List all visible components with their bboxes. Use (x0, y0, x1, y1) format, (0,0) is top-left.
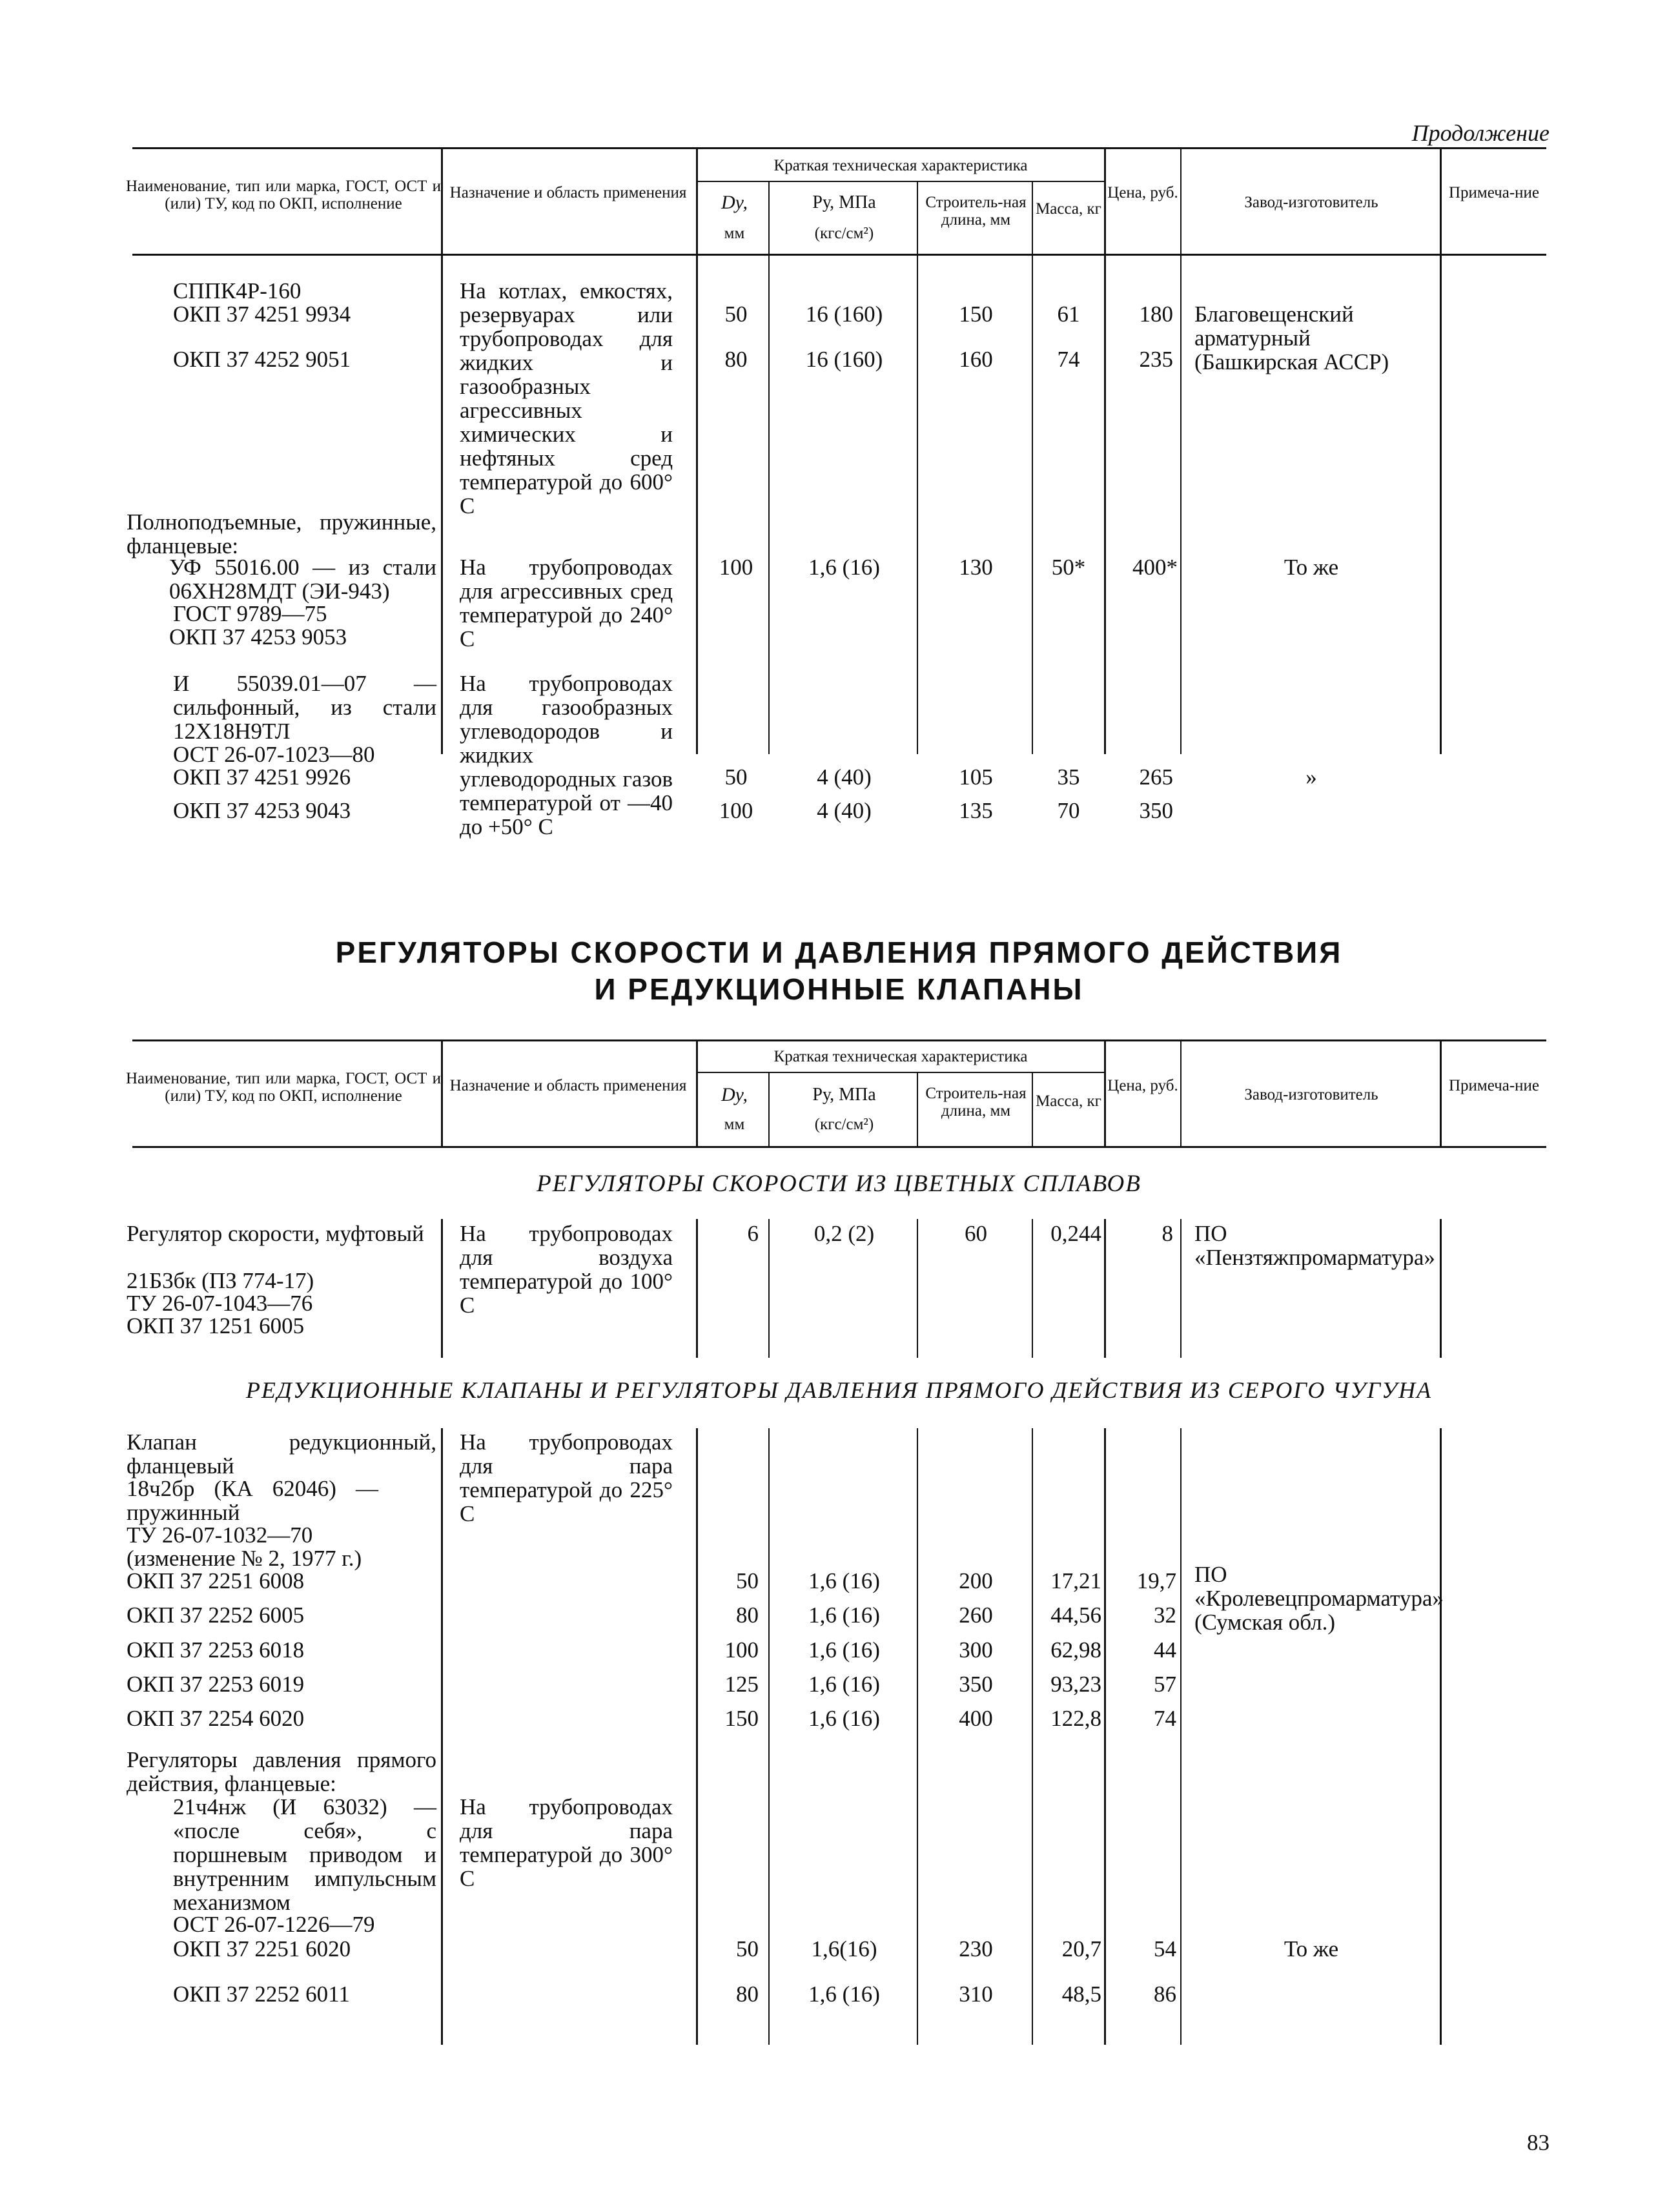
cell-dy: 100 (719, 798, 753, 823)
cell-price: 57 (1154, 1672, 1176, 1697)
cell-mass: 44,56 (1050, 1603, 1101, 1628)
cell-dy: 100 (724, 1637, 759, 1663)
item-name: Регулятор скорости, муфтовый (127, 1221, 424, 1246)
okp-code: ОКП 37 4251 9926 (173, 764, 351, 790)
header-tech-group: Краткая техническая характеристика (773, 1048, 1028, 1065)
header-length: Строитель-ная длина, мм (925, 1085, 1027, 1120)
cell-mass: 20,7 (1061, 1936, 1101, 1961)
cell-price: 74 (1154, 1706, 1176, 1731)
header-mass: Масса, кг (1036, 1092, 1101, 1110)
okp-code: ОКП 37 4253 9043 (173, 798, 351, 823)
cell-price: 86 (1154, 1982, 1176, 2007)
subsection-title: РЕДУКЦИОННЫЕ КЛАПАНЫ И РЕГУЛЯТОРЫ ДАВЛЕНИЯ ПРЯМОГО ДЕЙСТВИЯ ИЗ СЕРОГО ЧУГУНА (245, 1377, 1433, 1403)
cell-price: 350 (1139, 798, 1173, 823)
okp-code: ОКП 37 2252 6011 (173, 1982, 350, 2007)
cell-py: 0,2 (2) (813, 1221, 875, 1246)
cell-dy: 50 (736, 1568, 759, 1593)
header-purpose-col: Назначение и область применения (449, 184, 687, 201)
item-name: 21Б3бк (ПЗ 774-17) (127, 1268, 314, 1293)
cell-mass: 70 (1057, 798, 1080, 823)
cell-py: 16 (160) (805, 302, 883, 327)
item-name: 21ч4нж (И 63032) — «после себя», с поршневым приводом и внутренним импульсным механизмом (173, 1794, 436, 1915)
header-mass: Масса, кг (1036, 200, 1101, 218)
tu-code: ТУ 26-07-1032—70 (127, 1522, 313, 1548)
item-name: И 55039.01—07 — сильфонный, из стали 12Х18Н9ТЛ (173, 671, 436, 744)
header-dy: Dу, (721, 192, 748, 213)
cell-dy: 50 (736, 1936, 759, 1961)
okp-code: ОКП 37 2251 6020 (173, 1936, 351, 1961)
cell-length: 200 (959, 1568, 993, 1593)
purpose-text: На котлах, емкостях, резервуарах или трубопроводах для жидких и газообразных агрессивных химических и нефтяных сред температурой до 600° С (460, 278, 673, 518)
purpose-text: На трубопроводах для воздуха температурой до 100° С (460, 1221, 673, 1318)
cell-length: 260 (959, 1603, 993, 1628)
cell-mass: 48,5 (1061, 1982, 1101, 2007)
cell-py: 1,6 (16) (808, 1637, 880, 1663)
header-py-unit: (кгс/см²) (814, 225, 874, 242)
cell-length: 350 (959, 1672, 993, 1697)
ost-code: ОСТ 26-07-1023—80 (173, 742, 375, 767)
cell-py: 4 (40) (817, 764, 872, 790)
item-name: Клапан редукционный, фланцевый (127, 1429, 436, 1479)
okp-code: ОКП 37 2254 6020 (127, 1706, 305, 1731)
header-note: Примеча-ние (1448, 184, 1540, 201)
cell-maker: ПО «Кролевецпромарматура» (Сумская обл.) (1194, 1562, 1444, 1635)
cell-length: 150 (959, 302, 993, 327)
cell-maker: Благовещенский арматурный (Башкирская АССР) (1194, 302, 1389, 374)
okp-code: ОКП 37 4251 9934 (173, 302, 351, 327)
cell-price: 44 (1154, 1637, 1176, 1663)
cell-py: 1,6(16) (811, 1936, 877, 1961)
header-price: Цена, руб. (1107, 1077, 1178, 1094)
header-tech-group: Краткая техническая характеристика (773, 157, 1028, 174)
cell-maker: То же (1284, 555, 1339, 580)
cell-dy: 6 (747, 1221, 759, 1246)
cell-dy: 100 (719, 555, 753, 580)
cell-py: 1,6 (16) (808, 1672, 880, 1697)
cell-price: 54 (1154, 1936, 1176, 1961)
cell-length: 60 (965, 1221, 987, 1246)
cell-mass: 50* (1051, 555, 1086, 580)
cell-py: 4 (40) (817, 798, 872, 823)
cell-maker: То же (1284, 1936, 1339, 1961)
header-maker: Завод-изготовитель (1244, 1086, 1378, 1103)
cell-price: 32 (1154, 1603, 1176, 1628)
okp-code: ОКП 37 4253 9053 (169, 624, 347, 650)
cell-length: 105 (959, 764, 993, 790)
header-dy: Dу, (721, 1084, 748, 1105)
okp-code: ОКП 37 1251 6005 (127, 1313, 305, 1338)
okp-code: ОКП 37 2253 6018 (127, 1637, 305, 1663)
header-py: Pу, МПа (812, 192, 876, 212)
gost-code: ГОСТ 9789—75 (173, 601, 327, 626)
okp-code: ОКП 37 4252 9051 (173, 347, 351, 372)
cell-py: 16 (160) (805, 347, 883, 372)
section-title: РЕГУЛЯТОРЫ СКОРОСТИ И ДАВЛЕНИЯ ПРЯМОГО ДЕЙСТВИЯ (335, 936, 1343, 969)
cell-length: 130 (959, 555, 993, 580)
cell-py: 1,6 (16) (808, 555, 880, 580)
subsection-title: РЕГУЛЯТОРЫ СКОРОСТИ ИЗ ЦВЕТНЫХ СПЛАВОВ (537, 1171, 1141, 1197)
cell-price: 265 (1139, 764, 1173, 790)
okp-code: ОКП 37 2251 6008 (127, 1568, 305, 1593)
cell-price: 8 (1161, 1221, 1173, 1246)
cell-dy: 50 (724, 764, 748, 790)
cell-mass: 61 (1057, 302, 1080, 327)
cell-mass: 62,98 (1050, 1637, 1101, 1663)
cell-dy: 125 (724, 1672, 759, 1697)
header-maker: Завод-изготовитель (1244, 194, 1378, 211)
cell-dy: 80 (736, 1603, 759, 1628)
okp-code: ОКП 37 2253 6019 (127, 1672, 305, 1697)
cell-maker: » (1305, 764, 1317, 790)
tu-code: ТУ 26-07-1043—76 (127, 1291, 313, 1316)
cell-price: 400* (1132, 555, 1178, 580)
cell-length: 310 (959, 1982, 993, 2007)
cell-dy: 150 (724, 1706, 759, 1731)
item-name: Полноподъемные, пружинные, фланцевые: (127, 509, 436, 558)
cell-length: 230 (959, 1936, 993, 1961)
header-dy-unit: мм (724, 225, 745, 242)
cell-mass: 17,21 (1050, 1568, 1101, 1593)
cell-py: 1,6 (16) (808, 1706, 880, 1731)
cell-mass: 0,244 (1050, 1221, 1101, 1246)
cell-length: 160 (959, 347, 993, 372)
header-note: Примеча-ние (1448, 1077, 1540, 1094)
cell-dy: 50 (724, 302, 748, 327)
purpose-text: На трубопроводах для пара температурой до 225° С (460, 1429, 673, 1526)
purpose-text: На трубопроводах для газообразных углеводородов и жидких углеводородных газов температурой от —40 до +50° С (460, 671, 673, 839)
cell-mass: 35 (1057, 764, 1080, 790)
header-length: Строитель-ная длина, мм (925, 194, 1027, 229)
cell-price: 235 (1139, 347, 1173, 372)
item-name: УФ 55016.00 — из стали 06ХН28МДТ (ЭИ-943) (169, 555, 436, 604)
cell-price: 180 (1139, 302, 1173, 327)
cell-length: 400 (959, 1706, 993, 1731)
continuation-label: Продолжение (1411, 120, 1550, 146)
purpose-text: На трубопроводах для агрессивных сред температурой до 240° С (460, 555, 673, 651)
item-name: 18ч2бр (КА 62046) — пружинный (127, 1476, 378, 1525)
header-purpose-col: Назначение и область применения (449, 1077, 687, 1094)
page-number: 83 (1527, 2130, 1550, 2155)
okp-code: ОКП 37 2252 6005 (127, 1603, 305, 1628)
cell-maker: ПО «Пензтяжпромарматура» (1194, 1221, 1435, 1270)
cell-mass: 93,23 (1050, 1672, 1101, 1697)
header-price: Цена, руб. (1107, 184, 1178, 201)
item-name: СППК4Р-160 (173, 278, 302, 303)
header-dy-unit: мм (724, 1116, 745, 1133)
header-name-col: Наименование, тип или марка, ГОСТ, ОСТ и (или) ТУ, код по ОКП, исполнение (126, 1070, 441, 1105)
cell-py: 1,6 (16) (808, 1568, 880, 1593)
ost-code: ОСТ 26-07-1226—79 (173, 1912, 375, 1937)
item-name: Регуляторы давления прямого действия, фланцевые: (127, 1747, 436, 1796)
cell-py: 1,6 (16) (808, 1603, 880, 1628)
header-py-unit: (кгс/см²) (814, 1116, 874, 1133)
cell-mass: 122,8 (1050, 1706, 1101, 1731)
cell-py: 1,6 (16) (808, 1982, 880, 2007)
purpose-text: На трубопроводах для пара температурой до 300° С (460, 1794, 673, 1891)
header-name-col: Наименование, тип или марка, ГОСТ, ОСТ и (или) ТУ, код по ОКП, исполнение (126, 178, 441, 212)
cell-mass: 74 (1057, 347, 1080, 372)
cell-length: 300 (959, 1637, 993, 1663)
cell-dy: 80 (736, 1982, 759, 2007)
header-py: Pу, МПа (812, 1085, 876, 1105)
cell-price: 19,7 (1136, 1568, 1176, 1593)
cell-length: 135 (959, 798, 993, 823)
cell-dy: 80 (724, 347, 748, 372)
change-note: (изменение № 2, 1977 г.) (127, 1546, 362, 1571)
section-title: И РЕДУКЦИОННЫЕ КЛАПАНЫ (594, 972, 1084, 1006)
